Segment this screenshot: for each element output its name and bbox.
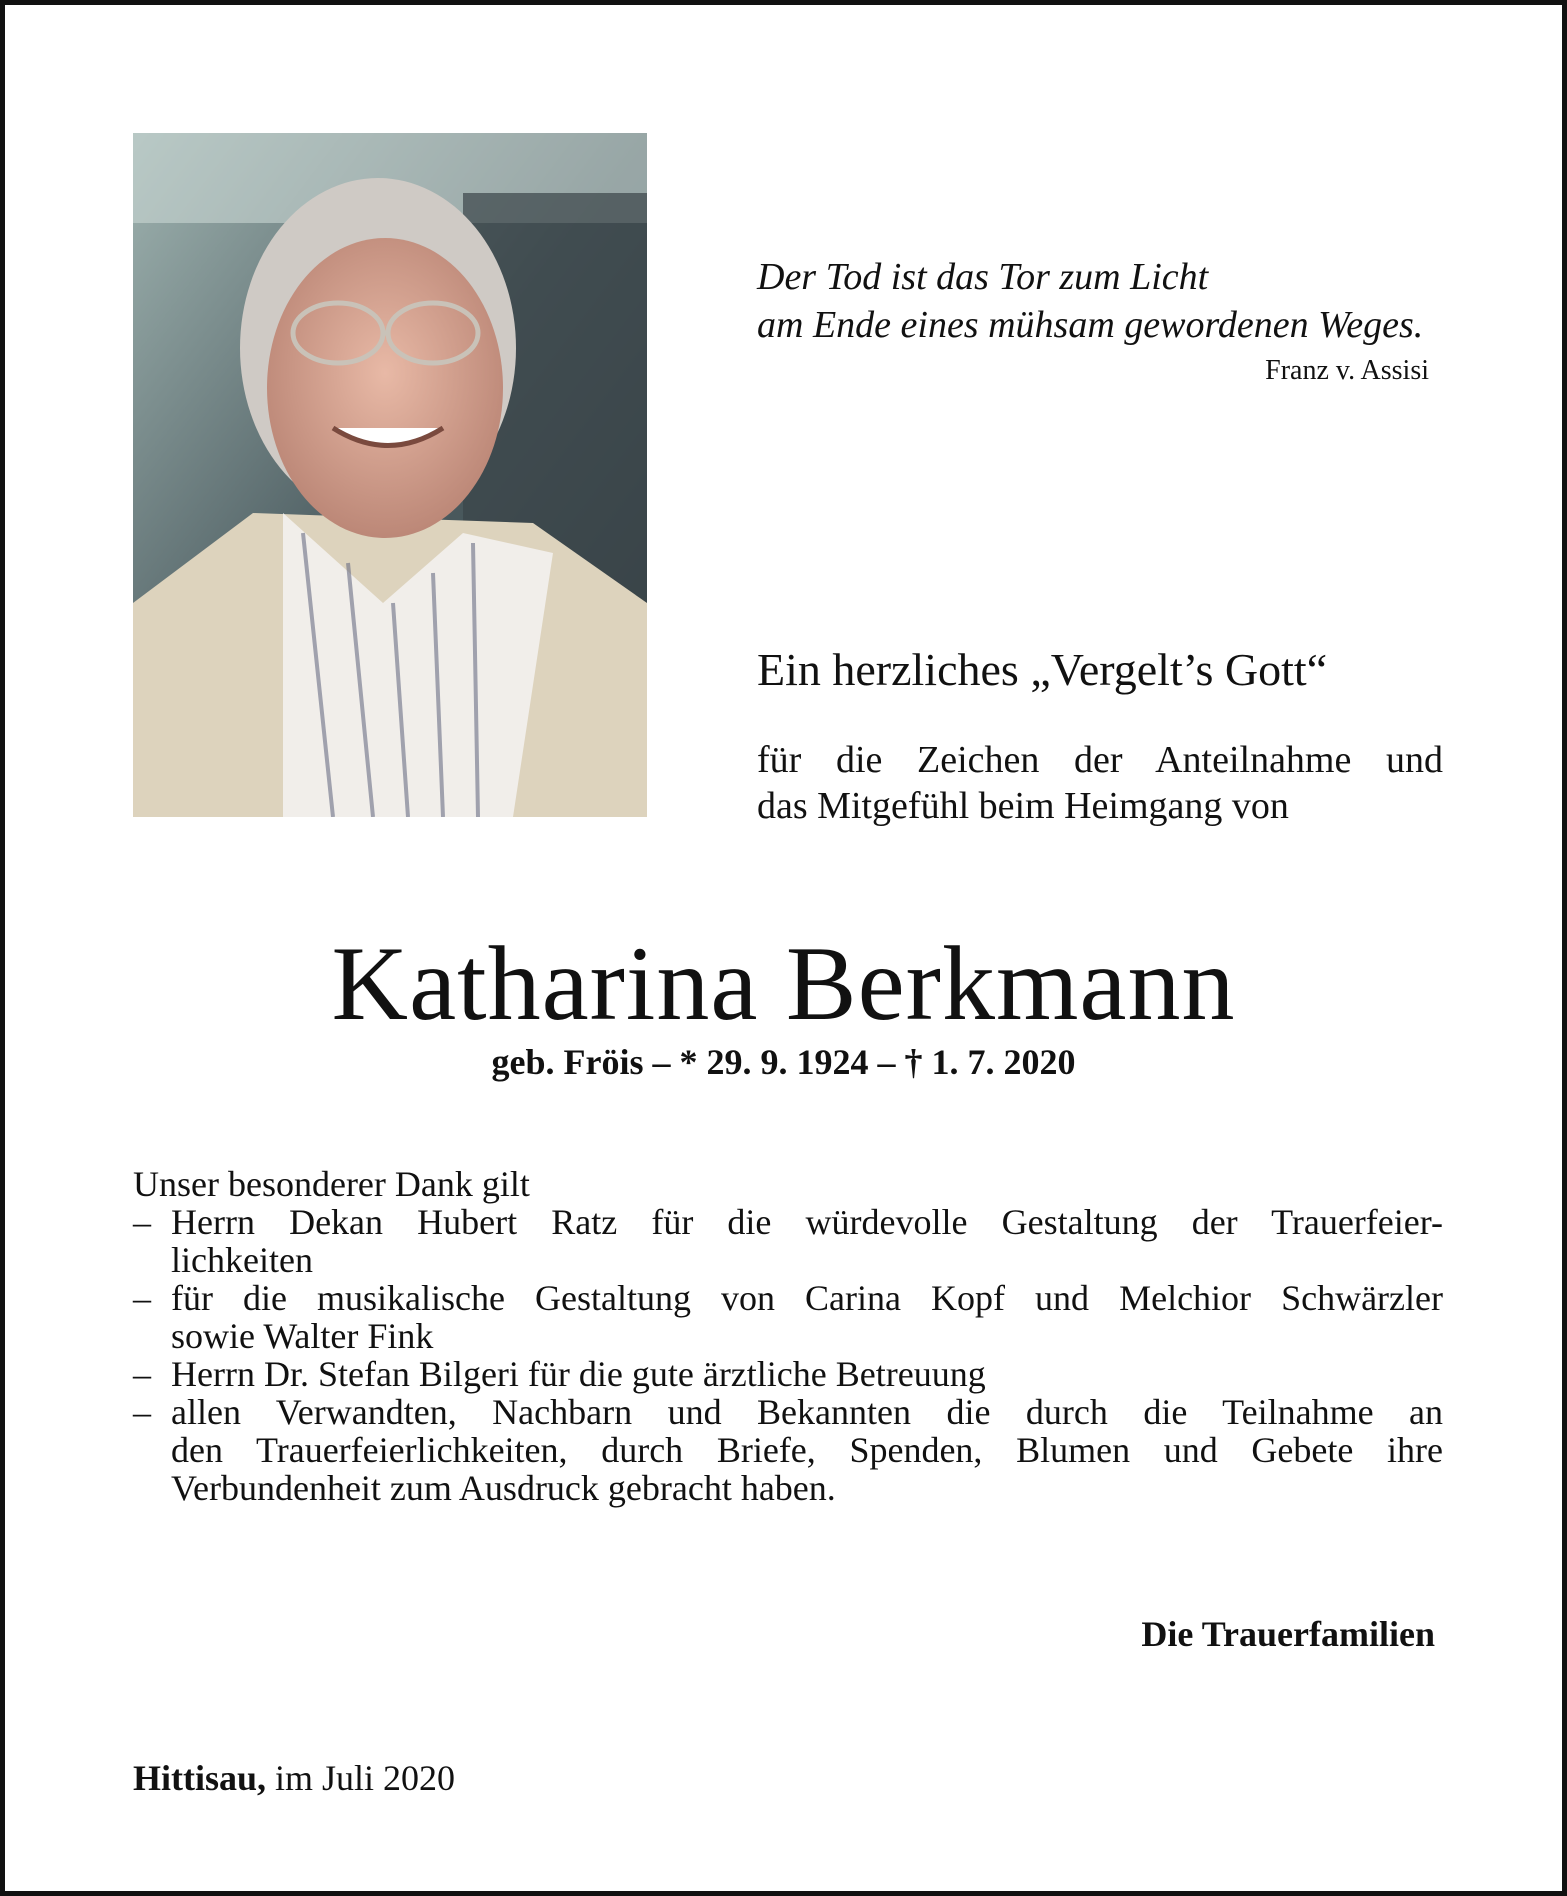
signature: Die Trauerfamilien bbox=[1141, 1614, 1435, 1654]
body-lead: Unser besonderer Dank gilt bbox=[133, 1164, 530, 1204]
intro-line: für die Zeichen der Anteilnahme und bbox=[757, 739, 1443, 781]
list-item bbox=[133, 1355, 1443, 1393]
quote-line: Der Tod ist das Tor zum Licht bbox=[757, 256, 1209, 298]
dash: – bbox=[133, 1202, 151, 1242]
list-item-line: für die musikalische Gestaltung von Carina Kopf und Melchior Schwärzler bbox=[171, 1278, 1443, 1318]
list-item bbox=[133, 1203, 1443, 1279]
place-date-text: im Juli 2020 bbox=[266, 1758, 456, 1798]
list-item bbox=[133, 1393, 1443, 1507]
list-item-line: allen Verwandten, Nachbarn und Bekannten die durch die Teilnahme an bbox=[171, 1392, 1443, 1432]
dash: – bbox=[133, 1354, 151, 1394]
list-item-line: lichkeiten bbox=[171, 1240, 313, 1280]
intro-line: das Mitgefühl beim Heimgang von bbox=[757, 785, 1289, 827]
list-item bbox=[133, 1279, 1443, 1355]
portrait-photo bbox=[133, 133, 647, 817]
list-item-line: Herrn Dekan Hubert Ratz für die würdevolle Gestaltung der Trauerfeier- bbox=[171, 1202, 1443, 1242]
list-item-line: Verbundenheit zum Ausdruck gebracht haben. bbox=[171, 1468, 836, 1508]
quote-block bbox=[757, 253, 1447, 387]
list-item-line: Herrn Dr. Stefan Bilgeri für die gute ärztliche Betreuung bbox=[171, 1354, 986, 1394]
quote-author: Franz v. Assisi bbox=[1265, 355, 1429, 386]
portrait-illustration bbox=[133, 133, 647, 817]
list-item-line: sowie Walter Fink bbox=[171, 1316, 434, 1356]
place-date bbox=[133, 1757, 455, 1799]
thanks-body bbox=[133, 1165, 1443, 1507]
intro-text bbox=[757, 737, 1443, 829]
deceased-dates: geb. Fröis – * 29. 9. 1924 – † 1. 7. 2020 bbox=[491, 1042, 1076, 1082]
thanks-heading: Ein herzliches „Vergelt’s Gott“ bbox=[757, 644, 1328, 695]
deceased-name: Katharina Berkmann bbox=[331, 925, 1236, 1042]
list-item-line: den Trauerfeierlichkeiten, durch Briefe, Spenden, Blumen und Gebete ihre bbox=[171, 1430, 1443, 1470]
dash: – bbox=[133, 1278, 151, 1318]
place-town: Hittisau, bbox=[133, 1758, 267, 1798]
dash: – bbox=[133, 1392, 151, 1432]
quote-line: am Ende eines mühsam gewordenen Weges. bbox=[757, 304, 1424, 346]
